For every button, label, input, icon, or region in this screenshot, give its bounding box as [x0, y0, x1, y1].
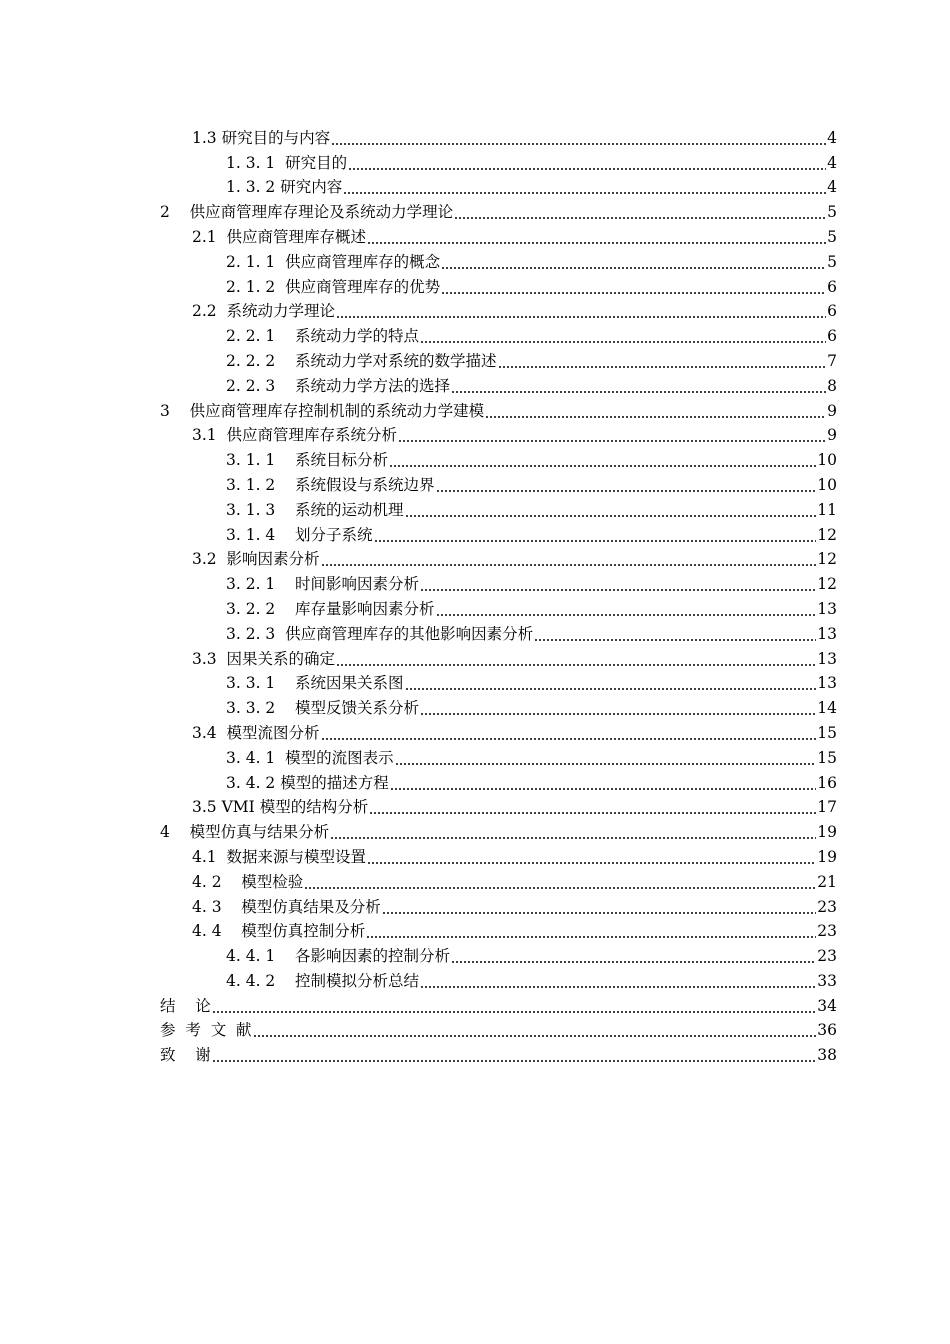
toc-dot-leader [304, 887, 816, 889]
toc-entry-page-number: 17 [817, 798, 837, 817]
toc-entry-title: 4.1 数据来源与模型设置 [192, 847, 367, 866]
toc-entry-page-number: 12 [817, 525, 837, 544]
toc-entry-title: 4. 4. 1 各影响因素的控制分析 [226, 947, 451, 966]
toc-entry[interactable] [160, 645, 837, 670]
toc-entry-title: 3. 1. 2 系统假设与系统边界 [226, 475, 435, 494]
toc-entry[interactable] [160, 570, 837, 595]
toc-entry-page-number: 19 [817, 823, 837, 842]
toc-entry-title: 3. 1. 1 系统目标分析 [226, 451, 389, 470]
toc-entry-title: 2. 2. 2 系统动力学对系统的数学描述 [226, 351, 497, 370]
toc-dot-leader [534, 639, 816, 641]
toc-entry-page-number: 5 [827, 252, 837, 271]
toc-entry[interactable] [160, 298, 837, 323]
toc-entry-title: 3. 1. 4 划分子系统 [226, 525, 373, 544]
toc-entry-title: 4. 2 模型检验 [192, 872, 304, 891]
toc-entry-title: 3. 1. 3 系统的运动机理 [226, 500, 404, 519]
toc-entry-title: 2. 1. 2 供应商管理库存的优势 [226, 277, 441, 296]
toc-entry-title: 参 考 文 献 [160, 1021, 252, 1040]
toc-dot-leader [389, 465, 816, 467]
toc-entry-title: 4. 4 模型仿真控制分析 [192, 922, 366, 941]
toc-dot-leader [485, 416, 826, 418]
toc-entry-title: 3.2 影响因素分析 [192, 550, 320, 569]
toc-entry[interactable] [160, 422, 837, 447]
toc-entry-page-number: 38 [817, 1046, 837, 1065]
toc-entry[interactable] [160, 893, 837, 918]
toc-dot-leader [367, 242, 826, 244]
toc-entry[interactable] [160, 496, 837, 521]
toc-dot-leader [343, 192, 826, 194]
toc-entry-title: 3. 2. 2 库存量影响因素分析 [226, 599, 435, 618]
toc-dot-leader [420, 986, 816, 988]
toc-entry-page-number: 8 [827, 376, 837, 395]
toc-dot-leader [398, 440, 826, 442]
toc-entry-page-number: 23 [817, 947, 837, 966]
toc-dot-leader [336, 316, 826, 318]
toc-entry[interactable] [160, 744, 837, 769]
toc-entry[interactable] [160, 322, 837, 347]
toc-entry[interactable] [160, 992, 837, 1017]
toc-entry-page-number: 21 [817, 872, 837, 891]
toc-entry[interactable] [160, 967, 837, 992]
toc-entry-title: 3. 2. 3 供应商管理库存的其他影响因素分析 [226, 624, 534, 643]
toc-entry-title: 2.2 系统动力学理论 [192, 302, 336, 321]
toc-entry[interactable] [160, 794, 837, 819]
toc-entry[interactable] [160, 347, 837, 372]
toc-entry-page-number: 10 [817, 475, 837, 494]
toc-entry[interactable] [160, 248, 837, 273]
toc-entry-page-number: 13 [817, 649, 837, 668]
toc-dot-leader [390, 788, 817, 790]
toc-entry[interactable] [160, 223, 837, 248]
toc-dot-leader [321, 564, 817, 566]
toc-entry[interactable] [160, 397, 837, 422]
toc-entry[interactable] [160, 694, 837, 719]
toc-dot-leader [436, 614, 817, 616]
toc-entry-page-number: 5 [827, 227, 837, 246]
toc-entry[interactable] [160, 149, 837, 174]
toc-dot-leader [212, 1011, 817, 1013]
toc-dot-leader [498, 366, 827, 368]
toc-entry-page-number: 9 [827, 426, 837, 445]
toc-entry[interactable] [160, 174, 837, 199]
toc-entry[interactable] [160, 546, 837, 571]
toc-entry-page-number: 13 [817, 674, 837, 693]
toc-entry-page-number: 4 [827, 128, 837, 147]
toc-entry-page-number: 15 [817, 723, 837, 742]
toc-entry-title: 2. 2. 1 系统动力学的特点 [226, 327, 420, 346]
toc-entry-page-number: 33 [817, 971, 837, 990]
toc-entry-title: 3. 4. 1 模型的流图表示 [226, 748, 394, 767]
toc-entry-page-number: 6 [827, 277, 837, 296]
toc-entry-title: 1. 3. 2 研究内容 [226, 178, 343, 197]
toc-entry-page-number: 7 [827, 351, 837, 370]
toc-dot-leader [451, 391, 826, 393]
toc-entry-title: 3. 4. 2 模型的描述方程 [226, 773, 389, 792]
toc-entry-page-number: 19 [817, 847, 837, 866]
toc-entry-page-number: 9 [827, 401, 837, 420]
toc-dot-leader [382, 912, 816, 914]
toc-entry-page-number: 23 [817, 922, 837, 941]
toc-dot-leader [405, 515, 817, 517]
toc-dot-leader [336, 664, 816, 666]
table-of-contents [160, 124, 837, 1066]
toc-dot-leader [331, 143, 826, 145]
toc-entry[interactable] [160, 521, 837, 546]
toc-dot-leader [369, 812, 816, 814]
toc-dot-leader [454, 217, 826, 219]
toc-entry-title: 2. 1. 1 供应商管理库存的概念 [226, 252, 441, 271]
toc-entry-page-number: 13 [817, 599, 837, 618]
toc-entry[interactable] [160, 446, 837, 471]
toc-entry[interactable] [160, 1041, 837, 1066]
toc-entry-title: 致 谢 [160, 1046, 211, 1065]
toc-entry-title: 3.5 VMI 模型的结构分析 [192, 798, 369, 817]
toc-entry-title: 2 供应商管理库存理论及系统动力学理论 [160, 203, 454, 222]
toc-entry[interactable] [160, 918, 837, 943]
toc-entry-page-number: 4 [827, 178, 837, 197]
toc-dot-leader [348, 168, 826, 170]
toc-entry[interactable] [160, 868, 837, 893]
toc-entry-page-number: 12 [817, 550, 837, 569]
toc-entry-page-number: 12 [817, 575, 837, 594]
toc-entry-title: 3. 2. 1 时间影响因素分析 [226, 575, 420, 594]
toc-dot-leader [367, 862, 816, 864]
toc-entry-title: 3.3 因果关系的确定 [192, 649, 336, 668]
toc-entry[interactable] [160, 843, 837, 868]
toc-entry-page-number: 5 [827, 203, 837, 222]
toc-dot-leader [436, 490, 817, 492]
toc-entry-page-number: 16 [817, 773, 837, 792]
toc-entry-title: 3. 3. 2 模型反馈关系分析 [226, 699, 420, 718]
toc-dot-leader [253, 1035, 817, 1037]
toc-entry-page-number: 13 [817, 624, 837, 643]
toc-entry[interactable] [160, 124, 837, 149]
toc-entry-title: 1. 3. 1 研究目的 [226, 153, 348, 172]
toc-entry-title: 2. 2. 3 系统动力学方法的选择 [226, 376, 451, 395]
toc-entry[interactable] [160, 769, 837, 794]
toc-dot-leader [366, 936, 816, 938]
toc-entry-title: 结 论 [160, 996, 211, 1015]
toc-entry-title: 1.3 研究目的与内容 [192, 128, 331, 147]
toc-entry-page-number: 14 [817, 699, 837, 718]
toc-entry-page-number: 4 [827, 153, 837, 172]
toc-entry-title: 4. 3 模型仿真结果及分析 [192, 897, 381, 916]
toc-entry[interactable] [160, 198, 837, 223]
toc-entry-page-number: 11 [817, 500, 837, 519]
toc-entry[interactable] [160, 372, 837, 397]
toc-entry-title: 3.4 模型流图分析 [192, 723, 320, 742]
toc-dot-leader [405, 688, 817, 690]
toc-entry[interactable] [160, 942, 837, 967]
toc-dot-leader [420, 589, 816, 591]
toc-entry-page-number: 15 [817, 748, 837, 767]
toc-entry[interactable] [160, 670, 837, 695]
toc-entry-page-number: 6 [827, 327, 837, 346]
toc-entry-title: 3. 3. 1 系统因果关系图 [226, 674, 404, 693]
toc-dot-leader [451, 961, 816, 963]
toc-entry-title: 4. 4. 2 控制模拟分析总结 [226, 971, 420, 990]
toc-dot-leader [420, 713, 816, 715]
toc-entry[interactable] [160, 471, 837, 496]
toc-entry-page-number: 10 [817, 451, 837, 470]
toc-entry-title: 3.1 供应商管理库存系统分析 [192, 426, 398, 445]
toc-entry-page-number: 36 [817, 1021, 837, 1040]
toc-entry[interactable] [160, 273, 837, 298]
toc-entry[interactable] [160, 719, 837, 744]
toc-entry[interactable] [160, 595, 837, 620]
toc-entry-title: 2.1 供应商管理库存概述 [192, 227, 367, 246]
toc-dot-leader [420, 341, 826, 343]
toc-dot-leader [441, 267, 826, 269]
toc-dot-leader [212, 1060, 817, 1062]
toc-entry[interactable] [160, 620, 837, 645]
toc-dot-leader [441, 292, 826, 294]
toc-entry-page-number: 6 [827, 302, 837, 321]
toc-entry-title: 3 供应商管理库存控制机制的系统动力学建模 [160, 401, 485, 420]
toc-dot-leader [321, 738, 817, 740]
toc-entry-title: 4 模型仿真与结果分析 [160, 823, 330, 842]
toc-entry-page-number: 34 [817, 996, 837, 1015]
toc-dot-leader [395, 763, 817, 765]
toc-entry[interactable] [160, 818, 837, 843]
toc-dot-leader [330, 837, 816, 839]
toc-entry[interactable] [160, 1017, 837, 1042]
toc-dot-leader [374, 540, 817, 542]
toc-entry-page-number: 23 [817, 897, 837, 916]
